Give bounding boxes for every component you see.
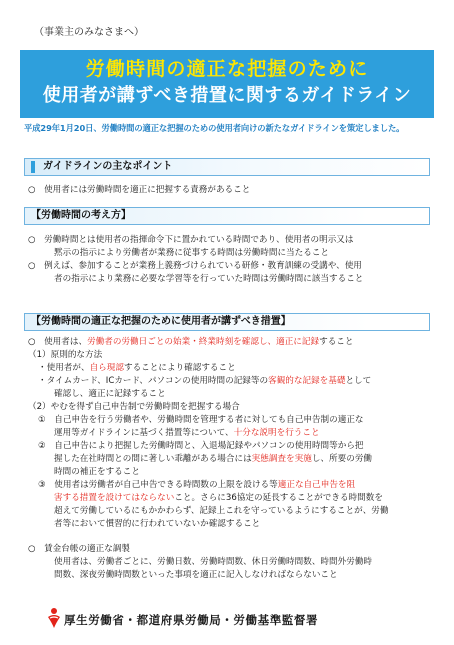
concept-para2-line1: ○ 例えば、参加することが業務上義務づけられている研修・教育訓練の受講や、使用 xyxy=(28,261,362,271)
concept-para1-line1: ○ 労働時間とは使用者の指揮命令下に置かれている時間であり、使用者の明示又は xyxy=(28,235,354,245)
method-2-item1-line1: ① 自己申告を行う労働者や、労働時間を管理する者に対しても自己申告制の適正な xyxy=(38,415,364,425)
title-banner xyxy=(20,50,434,118)
method-2-title: （2）やむを得ず自己申告制で労働時間を把握する場合 xyxy=(28,402,240,412)
measures-body xyxy=(28,336,434,531)
audience-label: （事業主のみなさまへ） xyxy=(34,27,144,38)
points-item: ○ 使用者には労働時間を適正に把握する責務があること xyxy=(28,185,251,195)
method-1-title: （1）原則的な方法 xyxy=(28,350,103,360)
points-heading: ガイドラインの主なポイント xyxy=(43,161,173,172)
concept-heading: 【労働時間の考え方】 xyxy=(31,210,131,221)
method-2-item2-line2: 握した在社時間との間に著しい乖離がある場合には実態調査を実施し、所要の労働 xyxy=(54,454,373,464)
heading-accent-bar xyxy=(31,161,35,173)
measures-heading-box xyxy=(24,313,430,331)
concept-para1-line2: 黙示の指示により労働者が業務に従事する時間は労働時間に当たること xyxy=(54,248,330,258)
method-1-bullet2-cont: 確認し、適正に記録すること xyxy=(54,389,166,399)
footer-issuer: 厚生労働省・都道府県労働局・労働基準監督署 xyxy=(64,613,319,627)
wage-ledger-title: ○ 賃金台帳の適正な調製 xyxy=(28,544,131,554)
method-2-item3-line4: 者等において慣習的に行われていないか確認すること xyxy=(54,519,261,529)
concept-heading-box xyxy=(24,207,430,225)
wage-ledger-line2: 間数、深夜労働時間数といった事項を適正に記入しなければならないこと xyxy=(54,570,338,580)
method-2-item3-line3: 超えて労働しているにもかかわらず、記録上これを守っているようにすることが、労働 xyxy=(54,506,389,516)
method-1-bullet1: ・使用者が、自ら現認することにより確認すること xyxy=(38,363,236,373)
points-list xyxy=(28,184,434,197)
method-1-bullet2: ・タイムカード、ICカード、パソコンの使用時間の記録等の客観的な記録を基礎として xyxy=(38,376,372,386)
ministry-logo-icon xyxy=(46,607,62,629)
measures-heading: 【労働時間の適正な把握のために使用者が講ずべき措置】 xyxy=(31,316,291,327)
banner-title-line1: 労働時間の適正な把握のために xyxy=(85,58,369,80)
method-2-item3-line2: 害する措置を設けてはならないこと。さらに36協定の延長することができる時間数を xyxy=(54,493,383,503)
concept-body xyxy=(28,234,434,286)
wage-ledger-section xyxy=(28,543,434,582)
method-2-item3-line1: ③ 使用者は労働者が自己申告できる時間数の上限を設ける等適正な自己申告を阻 xyxy=(38,480,356,490)
method-2-item1-line2: 運用等ガイドラインに基づく措置等について、十分な説明を行うこと xyxy=(54,428,320,438)
method-2-item2-line3: 時間の補正をすること xyxy=(54,467,140,477)
measures-intro: ○ 使用者は、労働者の労働日ごとの始業・終業時刻を確認し、適正に記録すること xyxy=(28,337,354,347)
wage-ledger-line1: 使用者は、労働者ごとに、労働日数、労働時間数、休日労働時間数、時間外労働時 xyxy=(54,557,372,567)
banner-title-line2: 使用者が講ずべき措置に関するガイドライン xyxy=(42,85,412,106)
lead-text: 平成29年1月20日、労働時間の適正な把握のための使用者向けの新たなガイドラインを策定しました。 xyxy=(24,123,405,133)
points-heading-box xyxy=(24,158,430,176)
method-2-item2-line1: ② 自己申告により把握した労働時間と、入退場記録やパソコンの使用時間等から把 xyxy=(38,441,364,451)
concept-para2-line2: 者の指示により業務に必要な学習等を行っていた時間は労働時間に該当すること xyxy=(54,274,364,284)
